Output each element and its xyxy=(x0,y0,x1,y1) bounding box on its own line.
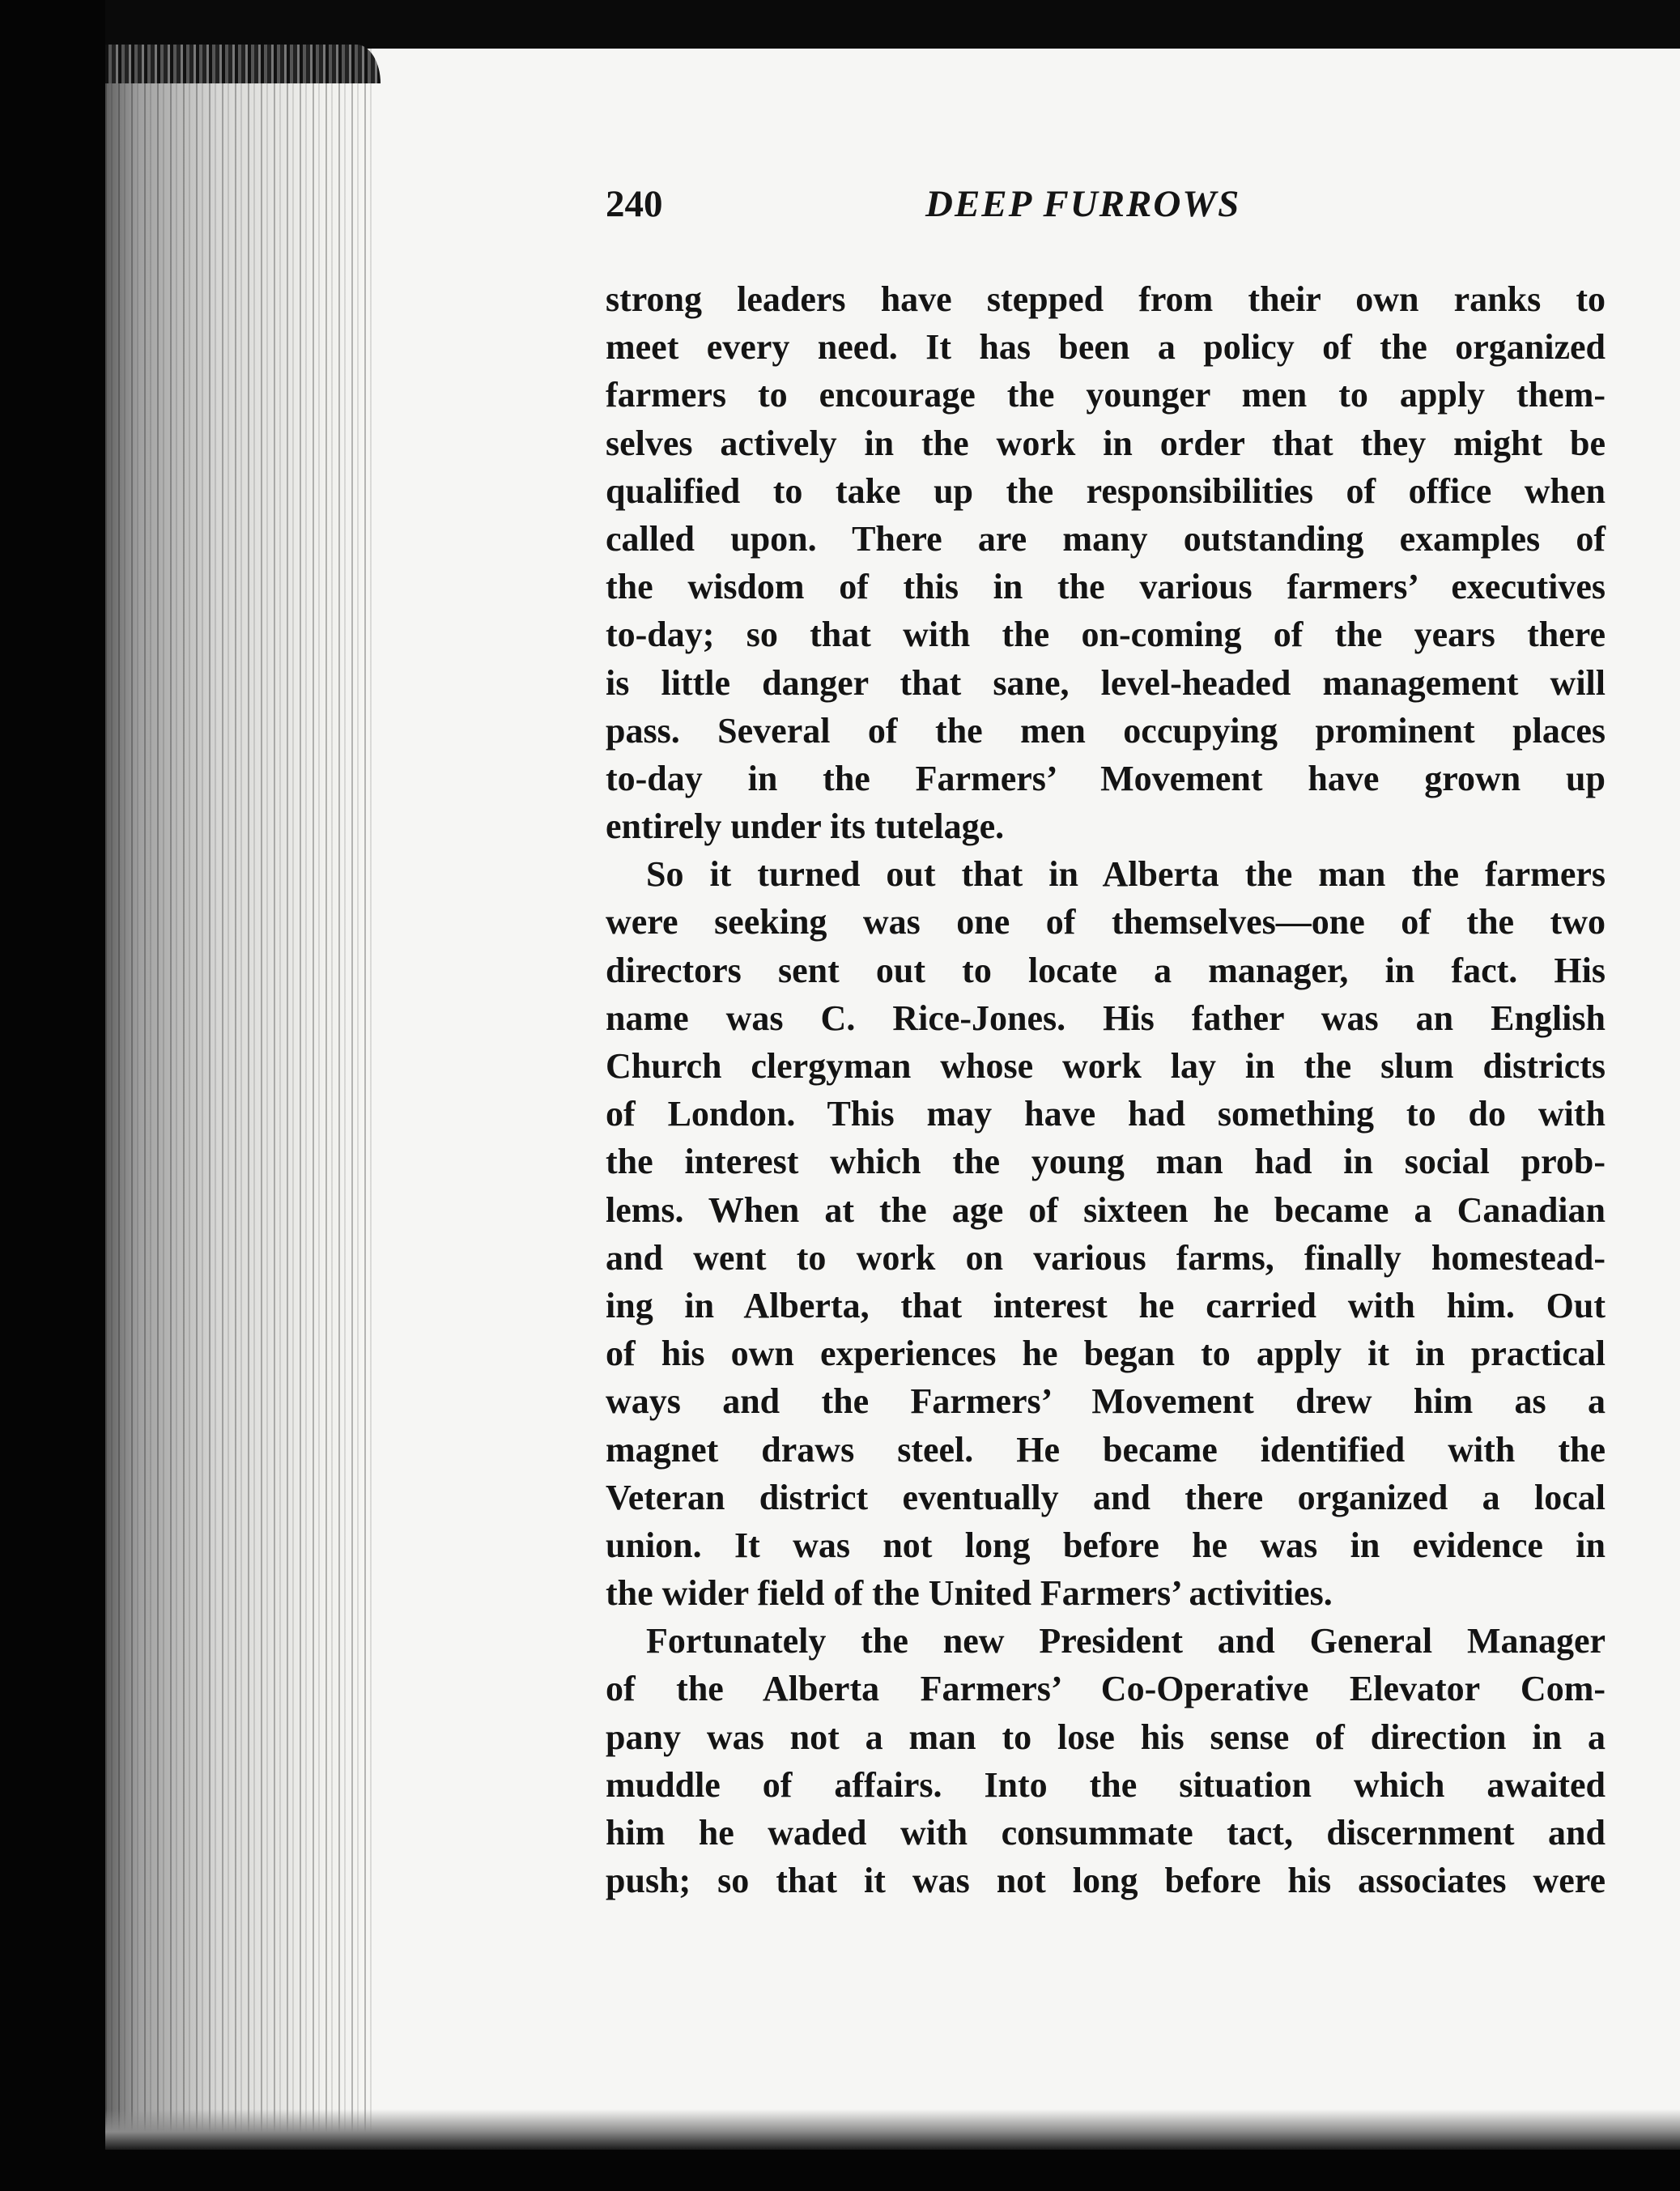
text-line: Fortunately the new President and General Manager xyxy=(646,1621,1606,1661)
text-line: to-day in the Farmers’ Movement have grown up xyxy=(606,758,1606,798)
paragraph xyxy=(606,1617,1606,1904)
text-line: pany was not a man to lose his sense of direction in a xyxy=(606,1717,1606,1757)
text-line: union. It was not long before he was in evidence in xyxy=(606,1525,1606,1565)
text-line: So it turned out that in Alberta the man the farmers xyxy=(646,854,1606,895)
page-header xyxy=(606,182,1606,231)
text-line: the wisdom of this in the various farmers’ executives xyxy=(606,567,1606,607)
text-line: Church clergyman whose work lay in the slum districts xyxy=(606,1046,1606,1086)
text-line: farmers to encourage the younger men to apply them- xyxy=(606,375,1606,415)
body-text xyxy=(606,275,1606,1904)
text-line: directors sent out to locate a manager, in fact. His xyxy=(606,950,1606,990)
text-line: magnet draws steel. He became identified with the xyxy=(606,1429,1606,1470)
text-line: name was C. Rice-Jones. His father was an English xyxy=(606,998,1606,1038)
paragraph xyxy=(606,850,1606,1617)
text-line: lems. When at the age of sixteen he became a Canadian xyxy=(606,1189,1606,1230)
page-edges-gutter xyxy=(105,49,372,2154)
page-edges-top xyxy=(105,45,381,83)
text-line: of London. This may have had something to do with xyxy=(606,1094,1606,1134)
text-line: called upon. There are many outstanding examples of xyxy=(606,518,1606,559)
text-line: pass. Several of the men occupying prominent places xyxy=(606,710,1606,751)
text-line: ways and the Farmers’ Movement drew him as a xyxy=(606,1381,1606,1422)
scanner-border-bottom xyxy=(0,2150,1680,2191)
text-line: strong leaders have stepped from their own ranks to xyxy=(606,279,1606,319)
text-line: muddle of affairs. Into the situation which awaited xyxy=(606,1764,1606,1805)
text-line: entirely under its tutelage. xyxy=(606,806,1005,847)
text-line: him he waded with consummate tact, discernment and xyxy=(606,1813,1606,1853)
text-line: push; so that it was not long before his associates were xyxy=(606,1861,1606,1901)
text-line: the interest which the young man had in social prob- xyxy=(606,1142,1606,1182)
text-line: the wider field of the United Farmers’ activities. xyxy=(606,1573,1333,1614)
text-line: meet every need. It has been a policy of the organized xyxy=(606,327,1606,368)
paragraph xyxy=(606,275,1606,850)
text-line: qualified to take up the responsibilities of office when xyxy=(606,470,1606,511)
text-line: and went to work on various farms, finally homestead- xyxy=(606,1237,1606,1278)
text-line: Veteran district eventually and there organized a local xyxy=(606,1477,1606,1517)
page-edges-bottom xyxy=(105,2109,1680,2150)
text-line: is little danger that sane, level-headed management will xyxy=(606,662,1606,703)
text-line: to-day; so that with the on-coming of the years there xyxy=(606,615,1606,655)
text-line: of his own experiences he began to apply it in practical xyxy=(606,1334,1606,1374)
scanner-border-left xyxy=(0,0,105,2191)
text-line: were seeking was one of themselves—one of the two xyxy=(606,902,1606,942)
text-line: of the Alberta Farmers’ Co-Operative Elevator Com- xyxy=(606,1669,1606,1709)
page-number: 240 xyxy=(606,183,663,225)
text-line: ing in Alberta, that interest he carried with him. Out xyxy=(606,1285,1606,1325)
text-line: selves actively in the work in order that they might be xyxy=(606,423,1606,463)
running-head: DEEP FURROWS xyxy=(925,183,1241,225)
